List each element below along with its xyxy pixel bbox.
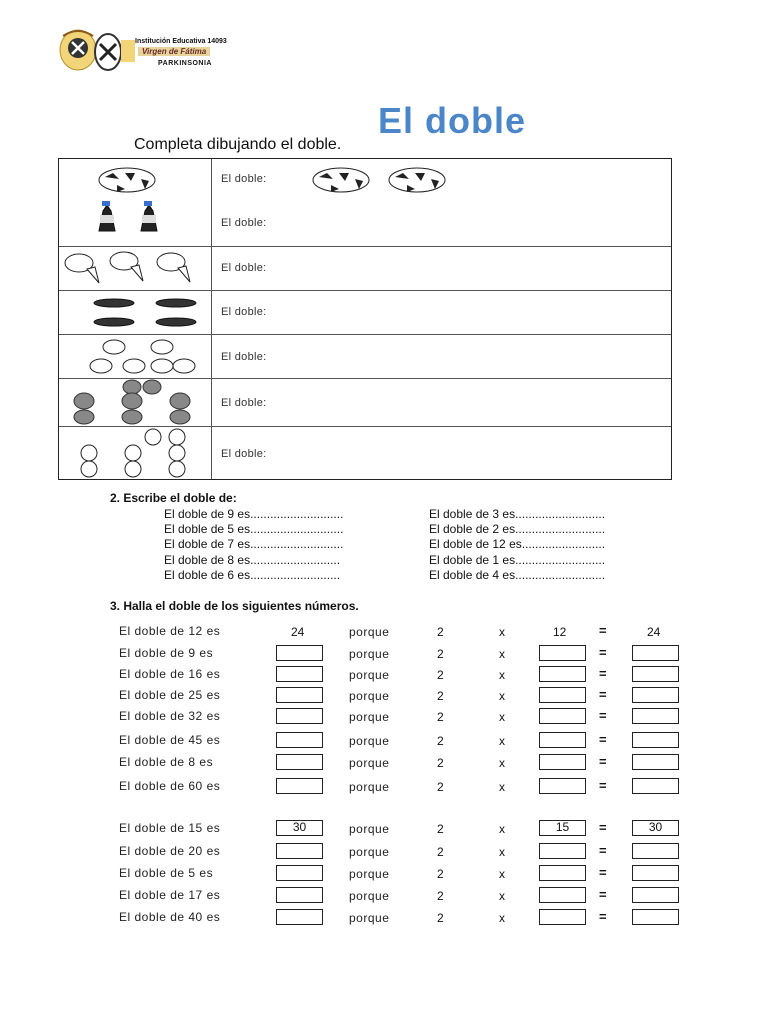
- porque-label: porque: [349, 734, 390, 748]
- equals-sign: =: [599, 820, 607, 835]
- answer-box[interactable]: [276, 666, 323, 682]
- apple-icon: [59, 427, 211, 479]
- table-row: [59, 159, 671, 247]
- instruction-text: Completa dibujando el doble.: [134, 136, 342, 153]
- result-value: 24: [647, 625, 661, 639]
- answer-box[interactable]: [276, 887, 323, 903]
- fill-line: El doble de 9 es............................: [164, 507, 344, 521]
- result-box[interactable]: 30: [632, 820, 679, 836]
- row-label: El doble:: [221, 217, 267, 229]
- equals-sign: =: [599, 623, 607, 638]
- equals-sign: =: [599, 732, 607, 747]
- factor-box[interactable]: 15: [539, 820, 586, 836]
- result-box[interactable]: [632, 887, 679, 903]
- ball-icon-doubled: [309, 159, 509, 199]
- school-motto: Virgen de Fátima: [138, 47, 210, 56]
- row-label: El doble:: [221, 173, 267, 185]
- multiplier: 2: [437, 822, 444, 836]
- times-sign: x: [499, 845, 505, 859]
- times-sign: x: [499, 647, 505, 661]
- porque-label: porque: [349, 710, 390, 724]
- equals-sign: =: [599, 887, 607, 902]
- factor-box[interactable]: [539, 865, 586, 881]
- answer-box[interactable]: [276, 909, 323, 925]
- exercise-label: El doble de 60 es: [119, 779, 221, 793]
- porque-label: porque: [349, 822, 390, 836]
- row-label: El doble:: [221, 351, 267, 363]
- factor-box[interactable]: [539, 778, 586, 794]
- equals-sign: =: [599, 666, 607, 681]
- exercise-row: [0, 731, 768, 751]
- factor-box[interactable]: [539, 754, 586, 770]
- porque-label: porque: [349, 756, 390, 770]
- exercise-row: [0, 707, 768, 727]
- exercise-label: El doble de 45 es: [119, 733, 221, 747]
- factor-box[interactable]: [539, 666, 586, 682]
- factor-box[interactable]: [539, 909, 586, 925]
- porque-label: porque: [349, 780, 390, 794]
- result-box[interactable]: [632, 708, 679, 724]
- page-title: El doble: [378, 100, 527, 141]
- exercise-row: [0, 686, 768, 706]
- exercise-label: El doble de 9 es: [119, 646, 214, 660]
- drawing-table: [58, 158, 672, 480]
- result-box[interactable]: [632, 865, 679, 881]
- school-name: Institución Educativa 14093: [135, 38, 227, 45]
- exercise-row: [0, 886, 768, 906]
- result-box[interactable]: [632, 909, 679, 925]
- equals-sign: =: [599, 754, 607, 769]
- equals-sign: =: [599, 909, 607, 924]
- school-logo: [58, 26, 138, 74]
- times-sign: x: [499, 689, 505, 703]
- answer-box[interactable]: 30: [276, 820, 323, 836]
- multiplier: 2: [437, 780, 444, 794]
- multiplier: 2: [437, 911, 444, 925]
- equals-sign: =: [599, 843, 607, 858]
- fill-line: El doble de 2 es...........................: [429, 522, 606, 536]
- exercise-label: El doble de 8 es: [119, 755, 214, 769]
- exercise-row: [0, 819, 768, 839]
- cookie-icon: [59, 291, 211, 335]
- porque-label: porque: [349, 845, 390, 859]
- ice-cream-icon: [59, 247, 211, 291]
- answer-box[interactable]: [276, 645, 323, 661]
- porque-label: porque: [349, 647, 390, 661]
- answer-box[interactable]: [276, 865, 323, 881]
- multiplier: 2: [437, 625, 444, 639]
- table-row: [59, 291, 671, 335]
- fill-line: El doble de 1 es...........................: [429, 553, 606, 567]
- times-sign: x: [499, 756, 505, 770]
- row-label: El doble:: [221, 397, 267, 409]
- fruit-icon: [59, 379, 211, 427]
- exercise-row: [0, 777, 768, 797]
- exercise-label: El doble de 32 es: [119, 709, 221, 723]
- result-box[interactable]: [632, 666, 679, 682]
- times-sign: x: [499, 822, 505, 836]
- ball-icon: [59, 159, 211, 247]
- result-box[interactable]: [632, 754, 679, 770]
- exercise-label: El doble de 15 es: [119, 821, 221, 835]
- result-box[interactable]: [632, 778, 679, 794]
- exercise-label: El doble de 5 es: [119, 866, 214, 880]
- times-sign: x: [499, 625, 505, 639]
- factor-box[interactable]: [539, 887, 586, 903]
- multiplier: 2: [437, 647, 444, 661]
- fill-line: El doble de 5 es............................: [164, 522, 344, 536]
- multiplier: 2: [437, 845, 444, 859]
- answer-box[interactable]: [276, 708, 323, 724]
- exercise-label: El doble de 12 es: [119, 624, 221, 638]
- result-box[interactable]: [632, 645, 679, 661]
- factor-value: 12: [553, 625, 567, 639]
- porque-label: porque: [349, 625, 390, 639]
- result-box[interactable]: [632, 687, 679, 703]
- porque-label: porque: [349, 689, 390, 703]
- exercise-label: El doble de 17 es: [119, 888, 221, 902]
- candy-icon: [59, 335, 211, 379]
- exercise-label: El doble de 20 es: [119, 844, 221, 858]
- factor-box[interactable]: [539, 645, 586, 661]
- result-box[interactable]: [632, 732, 679, 748]
- fill-line: El doble de 3 es...........................: [429, 507, 606, 521]
- times-sign: x: [499, 780, 505, 794]
- equals-sign: =: [599, 865, 607, 880]
- multiplier: 2: [437, 867, 444, 881]
- exercise-label: El doble de 25 es: [119, 688, 221, 702]
- multiplier: 2: [437, 710, 444, 724]
- factor-box[interactable]: [539, 732, 586, 748]
- exercise-row: [0, 665, 768, 685]
- table-row: [59, 247, 671, 291]
- answer-box[interactable]: [276, 778, 323, 794]
- porque-label: porque: [349, 889, 390, 903]
- times-sign: x: [499, 710, 505, 724]
- factor-box[interactable]: [539, 687, 586, 703]
- row-label: El doble:: [221, 262, 267, 274]
- times-sign: x: [499, 911, 505, 925]
- times-sign: x: [499, 734, 505, 748]
- row-label: El doble:: [221, 306, 267, 318]
- exercise-row: [0, 842, 768, 862]
- multiplier: 2: [437, 889, 444, 903]
- fill-line: El doble de 4 es...........................: [429, 568, 606, 582]
- fill-line: El doble de 8 es...........................: [164, 553, 341, 567]
- answer-box[interactable]: [276, 754, 323, 770]
- multiplier: 2: [437, 689, 444, 703]
- row-label: El doble:: [221, 448, 267, 460]
- school-district: PARKINSONIA: [158, 60, 212, 67]
- times-sign: x: [499, 867, 505, 881]
- result-box[interactable]: [632, 843, 679, 859]
- multiplier: 2: [437, 756, 444, 770]
- equals-sign: =: [599, 687, 607, 702]
- times-sign: x: [499, 668, 505, 682]
- equals-sign: =: [599, 645, 607, 660]
- porque-label: porque: [349, 867, 390, 881]
- exercise-row: [0, 753, 768, 773]
- table-row: [59, 335, 671, 379]
- exercise-row: [0, 864, 768, 884]
- exercise-label: El doble de 16 es: [119, 667, 221, 681]
- answer-box[interactable]: [276, 732, 323, 748]
- fill-line: El doble de 12 es.........................: [429, 537, 606, 551]
- factor-box[interactable]: [539, 843, 586, 859]
- factor-box[interactable]: [539, 708, 586, 724]
- section3-heading: 3. Halla el doble de los siguientes números.: [110, 599, 359, 613]
- exercise-row: [0, 908, 768, 928]
- equals-sign: =: [599, 708, 607, 723]
- porque-label: porque: [349, 911, 390, 925]
- answer-box[interactable]: [276, 687, 323, 703]
- exercise-row: [0, 644, 768, 664]
- section2-heading: 2. Escribe el doble de:: [110, 491, 237, 505]
- table-row: [59, 427, 671, 479]
- porque-label: porque: [349, 668, 390, 682]
- table-row: [59, 379, 671, 427]
- exercise-label: El doble de 40 es: [119, 910, 221, 924]
- answer-box[interactable]: [276, 843, 323, 859]
- times-sign: x: [499, 889, 505, 903]
- fill-line: El doble de 6 es...........................: [164, 568, 341, 582]
- exercise-row: [0, 622, 768, 642]
- multiplier: 2: [437, 734, 444, 748]
- equals-sign: =: [599, 778, 607, 793]
- multiplier: 2: [437, 668, 444, 682]
- fill-line: El doble de 7 es............................: [164, 537, 344, 551]
- answer-value: 24: [291, 625, 305, 639]
